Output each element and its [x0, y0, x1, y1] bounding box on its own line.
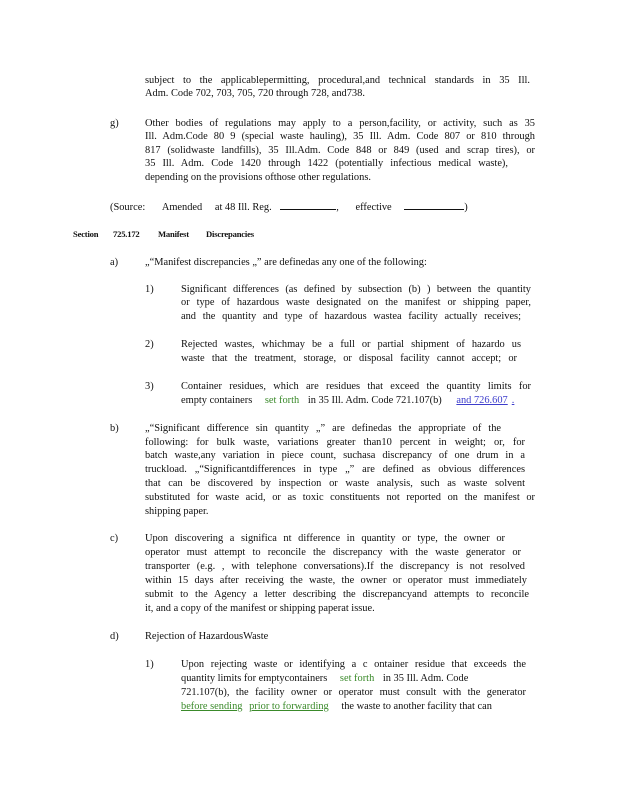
- source-register: at 48 Ill. Reg.: [214, 202, 272, 213]
- b-line-1: „“Significant difference sin quantity „” are definedas the appropriate of the: [145, 423, 501, 434]
- section-number: 725.172: [113, 229, 140, 239]
- a3-inserted-period: .: [511, 395, 515, 406]
- source-open: (Source:: [110, 202, 146, 213]
- section-title-b: Discrepancies: [206, 229, 254, 239]
- source-comma: ,: [336, 202, 339, 213]
- cont-line-1: subject to the applicablepermitting, procedural,and technical standards in 35 Ill.: [145, 75, 530, 86]
- source-effective: effective: [355, 202, 392, 213]
- a1-line-1: Significant differences (as defined by subsection (b) ) between the quantity: [181, 284, 531, 295]
- d1-text-c2: the waste to another facility that can: [341, 701, 492, 712]
- item-label-a3: 3): [145, 381, 154, 392]
- a3-text-a: empty containers: [181, 395, 253, 406]
- a2-line-2: waste that the treatment, storage, or disposal facility cannot accept; or: [181, 353, 517, 364]
- d1-inserted-prior-to-forwarding: prior to forwarding: [249, 701, 329, 712]
- a1-line-2: or type of hazardous waste designated on the manifest or shipping paper,: [181, 297, 531, 308]
- cont-line-2: Adm. Code 702, 703, 705, 720 through 728, and738.: [145, 88, 365, 99]
- c-line-2: operator must attempt to reconcile the discrepancy with the waste generator or: [145, 547, 521, 558]
- effective-blank: [404, 199, 464, 210]
- d1-text-c: in 35 Ill. Adm. Code: [382, 673, 469, 684]
- c-line-5: submit to the Agency a letter describing the discrepancyand attempts to reconcile: [145, 589, 529, 600]
- subsection-label-a: a): [110, 257, 119, 268]
- subsection-label-g: g): [110, 118, 119, 129]
- b-line-7: shipping paper.: [145, 506, 209, 517]
- g-line-5: depending on the provisions ofthose other regulations.: [145, 172, 371, 183]
- c-line-3: transporter (e.g. , with telephone conversations).If the discrepancy is not resolved: [145, 561, 525, 572]
- source-note: [110, 199, 468, 214]
- item-label-d1: 1): [145, 659, 154, 670]
- d1-line-2: [181, 672, 468, 685]
- g-line-2: Ill. Adm.Code 80 9 (special waste hauling), 35 Ill. Adm. Code 807 or 810 through: [145, 131, 535, 142]
- c-line-4: within 15 days after receiving the waste, the owner or operator must immediately: [145, 575, 527, 586]
- subsection-label-d: d): [110, 631, 119, 642]
- source-amended: Amended: [161, 202, 203, 213]
- b-line-6: substituted for waste acid, or as toxic constituents not reported on the manifest or: [145, 492, 535, 503]
- d1-text-a: quantity limits for emptycontainers: [181, 673, 328, 684]
- section-title-a: Manifest: [158, 229, 189, 239]
- b-line-4: truckload. „“Significantdifferences in type „” are defined as obvious differences: [145, 464, 525, 475]
- c-line-6: it, and a copy of the manifest or shipping paperat issue.: [145, 603, 375, 614]
- a3-inserted-reference: and 726.607: [456, 395, 508, 406]
- register-blank: [280, 199, 336, 210]
- b-line-3: batch waste,any variation in piece count, suchasa discrepancy of one drum in a: [145, 450, 525, 461]
- item-label-a2: 2): [145, 339, 154, 350]
- d1-inserted-before-sending: before sending: [181, 701, 243, 712]
- d1-line-3: 721.107(b), the facility owner or operator must consult with the generator: [181, 687, 526, 698]
- item-label-a1: 1): [145, 284, 154, 295]
- b-line-2: following: for bulk waste, variations greater than10 percent in weight; or, for: [145, 437, 525, 448]
- d1-line-1-text: Upon rejecting waste or identifying a c ontainer residue that exceeds the: [181, 659, 526, 670]
- d-title: Rejection of HazardousWaste: [145, 631, 269, 642]
- section-word: Section: [73, 229, 99, 239]
- a-line-1: „“Manifest discrepancies „” are definedas any one of the following:: [145, 257, 427, 268]
- a3-inserted-set-forth: set forth: [264, 395, 300, 406]
- source-close: ): [464, 202, 468, 213]
- subsection-label-b: b): [110, 423, 119, 434]
- d1-line-4: [181, 700, 492, 713]
- d1-inserted-set-forth: set forth: [339, 673, 375, 684]
- b-line-5: that can be discovered by inspection or waste analysis, such as waste solvent: [145, 478, 525, 489]
- a3-line-2: [181, 394, 514, 407]
- a3-text-c: in 35 Ill. Adm. Code 721.107(b): [307, 395, 442, 406]
- a3-line-1: Container residues, which are residues that exceed the quantity limits for: [181, 381, 531, 392]
- g-line-3: 817 (solidwaste landfills), 35 Ill.Adm. Code 848 or 849 (used and scrap tires), or: [145, 145, 535, 156]
- c-line-1: Upon discovering a significa nt difference in quantity or type, the owner or: [145, 533, 505, 544]
- g-line-4: 35 Ill. Adm. Code 1420 through 1422 (potentially infectious medical waste),: [145, 158, 508, 169]
- a1-line-3: and the quantity and type of hazardous wastea facility actually receives;: [181, 311, 521, 322]
- d1-line-1: [181, 658, 526, 671]
- a2-line-1: Rejected wastes, whichmay be a full or partial shipment of hazardo us: [181, 339, 521, 350]
- subsection-label-c: c): [110, 533, 119, 544]
- g-line-1: Other bodies of regulations may apply to a person,facility, or activity, such as 35: [145, 118, 535, 129]
